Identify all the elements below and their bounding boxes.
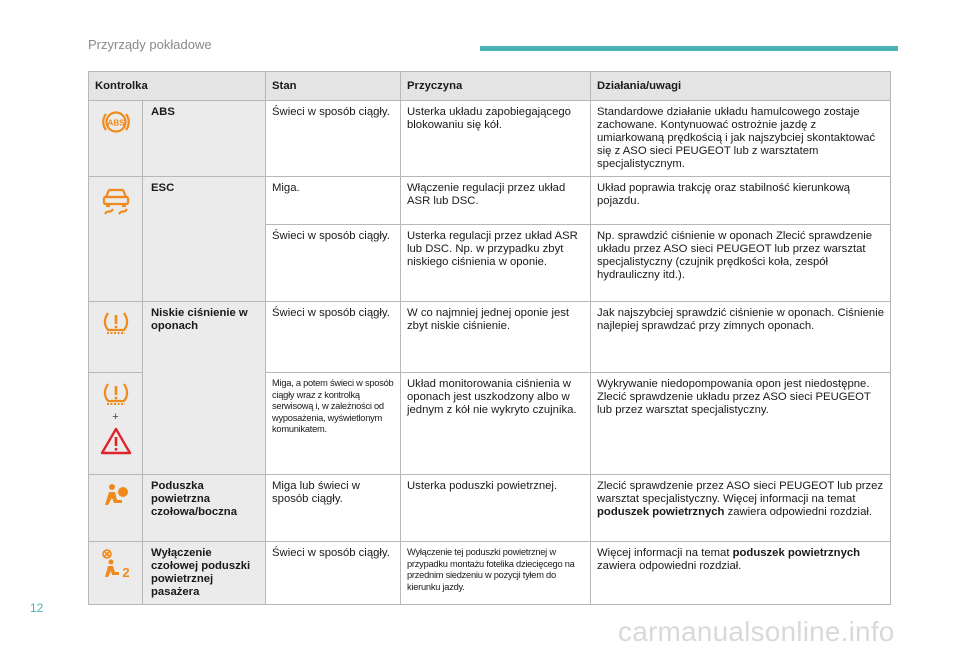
page-header-title: Przyrządy pokładowe <box>88 37 212 52</box>
svg-text:ABS: ABS <box>107 118 124 128</box>
group-name-passenger-airbag: Wyłączenie czołowej poduszki powietrznej pasażera <box>143 542 266 605</box>
action-cell: Standardowe działanie układu hamulcowego zostaje zachowane. Kontynuować ostrożnie jazdę z umiarkowaną prędkością i jak najszybciej skontaktować się z ASO sieci PEUGEOT lub z warsztatem specjalistycznym. <box>591 101 891 177</box>
cause-cell: Układ monitorowania ciśnienia w oponach jest uszkodzony albo w jednym z kół nie wykryto czujnika. <box>401 373 591 475</box>
group-name-abs: ABS <box>143 101 266 177</box>
header-dzialania: Działania/uwagi <box>591 72 891 101</box>
svg-text:2: 2 <box>121 565 130 580</box>
icon-cell <box>89 475 143 542</box>
header-przyczyna: Przyczyna <box>401 72 591 101</box>
state-cell: Świeci w sposób ciągły. <box>266 101 401 177</box>
airbag-icon <box>101 481 131 511</box>
cause-cell: Usterka poduszki powietrznej. <box>401 475 591 542</box>
watermark-text: carmanualsonline.info <box>618 616 895 647</box>
action-cell <box>591 542 891 605</box>
action-text: Więcej informacji na temat <box>597 547 733 559</box>
table-row <box>89 542 891 605</box>
header-stan: Stan <box>266 72 401 101</box>
icon-cell <box>89 302 143 373</box>
icon-cell <box>89 542 143 605</box>
state-cell: Świeci w sposób ciągły. <box>266 542 401 605</box>
action-cell: Np. sprawdzić ciśnienie w oponach Zlecić sprawdzenie układu przez ASO sieci PEUGEOT lub przez warsztat specjalistyczny (czujnik prędkości koła, zespół hydrauliczny itd.). <box>591 225 891 302</box>
table-row <box>89 475 891 542</box>
icon-cell <box>89 373 143 475</box>
table-row <box>89 177 891 225</box>
header-kontrolka: Kontrolka <box>89 72 266 101</box>
cause-cell: Usterka układu zapobiegającego blokowaniu się kół. <box>401 101 591 177</box>
table-row <box>89 101 891 177</box>
state-cell: Świeci w sposób ciągły. <box>266 225 401 302</box>
state-cell: Miga. <box>266 177 401 225</box>
esc-skidding-car-icon <box>100 183 132 217</box>
warning-triangle-icon <box>100 426 132 456</box>
action-cell <box>591 475 891 542</box>
tyre-pressure-icon <box>101 379 131 409</box>
action-cell: Układ poprawia trakcję oraz stabilność kierunkową pojazdu. <box>591 177 891 225</box>
tyre-pressure-icon <box>101 308 131 338</box>
state-cell: Świeci w sposób ciągły. <box>266 302 401 373</box>
cause-cell: Usterka regulacji przez układ ASR lub DSC. Np. w przypadku zbyt niskiego ciśnienia w oponie. <box>401 225 591 302</box>
passenger-airbag-off-icon <box>99 548 133 580</box>
action-text: zawiera odpowiedni rozdział. <box>724 506 873 518</box>
icon-cell <box>89 177 143 302</box>
action-cell: Jak najszybciej sprawdzić ciśnienie w oponach. Ciśnienie najlepiej sprawdzać przy zimnych oponach. <box>591 302 891 373</box>
group-name-tyre: Niskie ciśnienie w oponach <box>143 302 266 475</box>
table-header-row <box>89 72 891 101</box>
warning-lights-table <box>88 71 891 605</box>
table-row <box>89 302 891 373</box>
state-cell: Miga, a potem świeci w sposób ciągły wraz z kontrolką serwisową i, w zależności od wyposażenia, wyświetlonym komunikatem. <box>266 373 401 475</box>
action-bold-text: poduszek powietrznych <box>597 506 725 518</box>
icon-cell <box>89 101 143 177</box>
action-text: Zlecić sprawdzenie przez ASO sieci PEUGEOT lub przez warsztat specjalistyczny. Więcej informacji na temat <box>597 480 884 505</box>
page-number: 12 <box>30 601 44 615</box>
abs-warning-icon <box>101 107 131 137</box>
cause-cell: Włączenie regulacji przez układ ASR lub DSC. <box>401 177 591 225</box>
action-text: zawiera odpowiedni rozdział. <box>597 560 742 572</box>
cause-cell: Wyłączenie tej poduszki powietrznej w przypadku montażu fotelika dziecięcego na przednim siedzeniu w pozycji tyłem do kierunku jazdy. <box>401 542 591 605</box>
group-name-airbag: Poduszka powietrzna czołowa/boczna <box>143 475 266 542</box>
cause-cell: W co najmniej jednej oponie jest zbyt niskie ciśnienie. <box>401 302 591 373</box>
action-bold-text: poduszek powietrznych <box>732 547 861 559</box>
group-name-esc: ESC <box>143 177 266 302</box>
state-cell: Miga lub świeci w sposób ciągły. <box>266 475 401 542</box>
plus-sign: + <box>112 411 119 423</box>
action-cell: Wykrywanie niedopompowania opon jest niedostępne. Zlecić sprawdzenie układu przez ASO sieci PEUGEOT lub przez warsztat specjalistyczny. <box>591 373 891 475</box>
header-accent-bar <box>480 46 898 51</box>
